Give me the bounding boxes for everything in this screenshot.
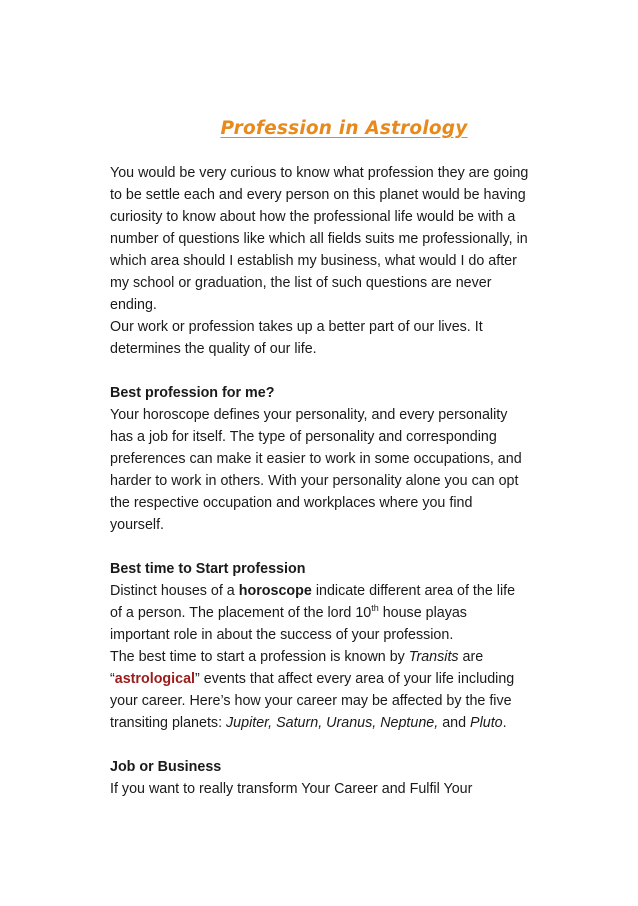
text-run: are “ (110, 649, 484, 687)
keyword-horoscope: horoscope (238, 583, 312, 599)
spacer (110, 360, 530, 382)
term-transits: Transits (408, 649, 459, 665)
planet-list: Jupiter, Saturn, Uranus, Neptune, (226, 715, 439, 731)
section-paragraph-transits (110, 646, 530, 734)
intro-paragraph-2: Our work or profession takes up a better part of our lives. It determines the quality of our life. (110, 319, 483, 357)
section-body-best-profession: Your horoscope defines your personality, and every personality has a job for itself. The type of personality and corresponding preferences can make it easier to work in some occupations, and harder to work in others. With your personality alone you can opt the respective occupation and workplaces where you find yourself. (110, 407, 522, 533)
keyword-astrological: astrological (114, 671, 196, 687)
section-heading-best-profession: Best profession for me? (110, 385, 275, 401)
text-run: Distinct houses of a (110, 583, 239, 599)
spacer (110, 536, 530, 558)
text-run: and (438, 715, 471, 731)
text-run: indicate different area of the life of a person. The placement of the lord 10 (110, 583, 516, 621)
section-heading-job-business: Job or Business (110, 759, 222, 775)
planet-pluto: Pluto (470, 715, 503, 731)
text-run: The best time to start a profession is known by (110, 649, 409, 665)
page-title: Profession in Astrology (220, 118, 468, 139)
section-body-job-business: If you want to really transform Your Career and Fulfil Your (110, 781, 473, 797)
document-body (110, 162, 530, 800)
section-paragraph-houses (110, 580, 530, 646)
superscript-th: th (371, 603, 379, 613)
section-heading-best-time: Best time to Start profession (110, 561, 306, 577)
text-run: . (502, 715, 507, 731)
intro-paragraph-1: You would be very curious to know what profession they are going to be settle each and every person on this planet would be having curiosity to know about how the professional life would be with a number of questions like which all fields suits me professionally, in which area should I establish my business, what would I do after my school or graduation, the list of such questions are never ending. (110, 165, 529, 313)
text-run: ” events that affect every area of your life including your career. Here’s how your career may be affected by the five transiting planets: (110, 671, 515, 731)
text-run: house playas important role in about the success of your profession. (110, 605, 467, 643)
spacer (110, 734, 530, 756)
